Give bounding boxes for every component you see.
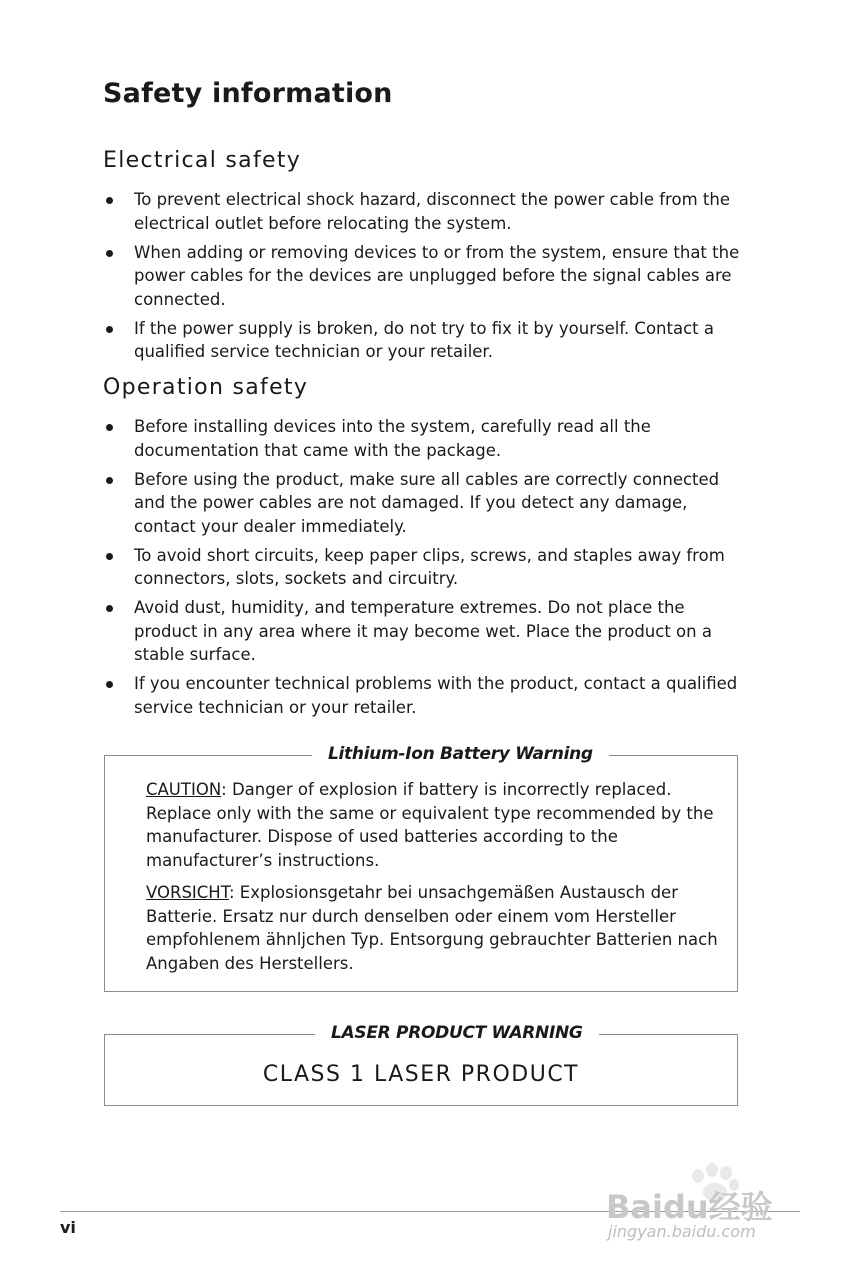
caution-paragraph — [146, 778, 731, 872]
electrical-safety-heading: Electrical safety — [103, 148, 302, 173]
list-item: If you encounter technical problems with the product, contact a qualified service technician or your retailer. — [103, 672, 753, 719]
page-number: vi — [60, 1218, 76, 1237]
operation-safety-list — [103, 415, 753, 725]
caution-label: CAUTION — [146, 780, 222, 799]
page-title: Safety information — [103, 78, 393, 109]
operation-safety-heading: Operation safety — [103, 375, 309, 400]
list-item: To avoid short circuits, keep paper clips, screws, and staples away from connectors, slots, sockets and circuitry. — [103, 544, 753, 591]
list-item: If the power supply is broken, do not try to fix it by yourself. Contact a qualified service technician or your retailer. — [103, 317, 753, 364]
watermark-brand: Baidu经验 — [606, 1188, 773, 1226]
electrical-safety-list — [103, 188, 753, 369]
list-item: When adding or removing devices to or from the system, ensure that the power cables for the devices are unplugged before the signal cables are connected. — [103, 241, 753, 312]
laser-warning-box — [104, 1023, 738, 1106]
vorsicht-label: VORSICHT — [146, 883, 229, 902]
list-item: To prevent electrical shock hazard, disconnect the power cable from the electrical outlet before relocating the system. — [103, 188, 753, 235]
vorsicht-paragraph — [146, 881, 731, 975]
battery-warning-title: Lithium-Ion Battery Warning — [312, 744, 609, 764]
watermark-url: jingyan.baidu.com — [608, 1222, 756, 1241]
battery-warning-box — [104, 744, 738, 992]
list-item: Before installing devices into the system, carefully read all the documentation that came with the package. — [103, 415, 753, 462]
list-item: Avoid dust, humidity, and temperature extremes. Do not place the product in any area where it may become wet. Place the product on a stable surface. — [103, 596, 753, 667]
caution-text: : Danger of explosion if battery is incorrectly replaced. Replace only with the same or equivalent type recommended by the manufacturer. Dispose of used batteries according to the manufacturer’s instructions. — [146, 780, 714, 870]
laser-class-text: CLASS 1 LASER PRODUCT — [262, 1062, 580, 1087]
laser-warning-title: LASER PRODUCT WARNING — [315, 1023, 599, 1043]
vorsicht-text: : Explosionsgetahr bei unsachgemäßen Austausch der Batterie. Ersatz nur durch denselben oder einem vom Hersteller empfohlenem ähnljchen Typ. Entsorgung gebrauchter Batterien nach Angaben des Herstellers. — [146, 883, 718, 973]
list-item: Before using the product, make sure all cables are correctly connected and the power cables are not damaged. If you detect any damage, contact your dealer immediately. — [103, 468, 753, 539]
